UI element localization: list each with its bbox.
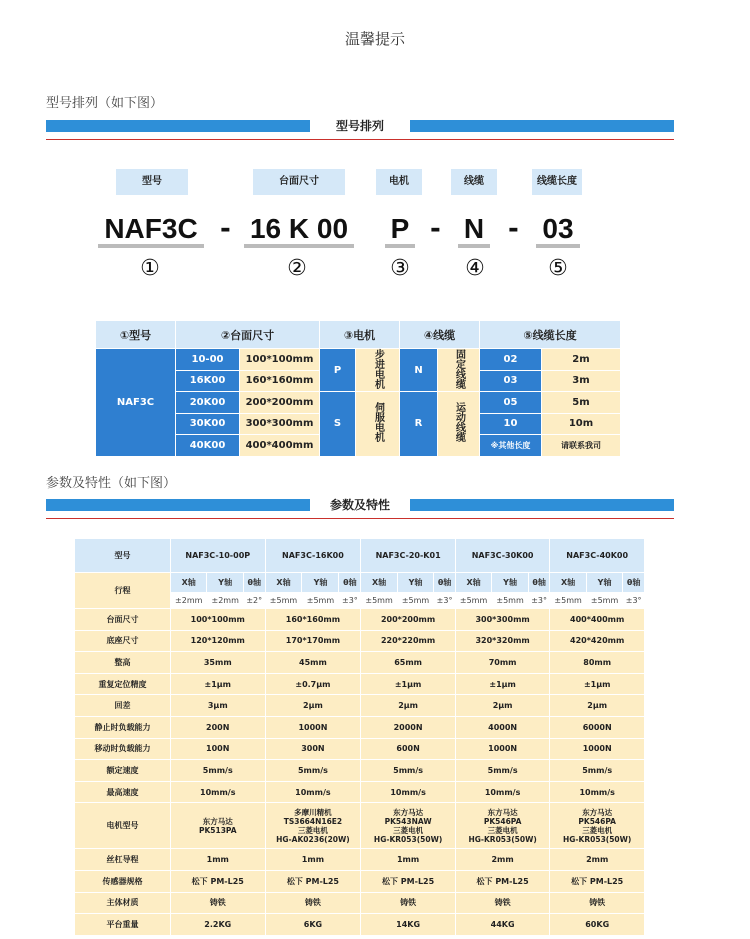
axis-theta: θ轴 [528, 573, 550, 593]
param-value: 65mm [361, 652, 456, 674]
stroke-value: ±3° [434, 593, 456, 609]
stroke-value: ±5mm [492, 593, 528, 609]
size-code: 20K00 [176, 392, 240, 414]
param-value: 松下 PM-L25 [361, 870, 456, 892]
param-value: 5mm/s [171, 760, 266, 782]
length-value: 5m [542, 392, 621, 414]
param-value: 松下 PM-L25 [265, 870, 361, 892]
header-cable: ④线缆 [400, 321, 480, 349]
stroke-value: ±5mm [397, 593, 433, 609]
param-value: 1mm [361, 849, 456, 871]
param-value: 120*120mm [171, 630, 266, 652]
length-code: 03 [480, 370, 542, 392]
row-label: 整高 [75, 652, 171, 674]
tag-model: 型号 [116, 169, 188, 195]
size-code: 10-00 [176, 349, 240, 371]
code-cable-length: 03 [530, 210, 586, 248]
motor-model-cell: 东方马达 PK513PA [171, 803, 266, 849]
param-value: 5mm/s [550, 760, 645, 782]
param-row [75, 630, 645, 652]
param-table [74, 538, 645, 936]
param-value: 70mm [455, 652, 550, 674]
param-row [75, 870, 645, 892]
param-row [75, 695, 645, 717]
divider [46, 518, 674, 519]
param-value: 300*300mm [455, 609, 550, 631]
axis-y: Y轴 [586, 573, 622, 593]
param-value: 1000N [265, 716, 361, 738]
divider [46, 139, 674, 140]
axis-theta: θ轴 [434, 573, 456, 593]
model-header: NAF3C-10-00P [171, 539, 266, 573]
param-value: 4000N [455, 716, 550, 738]
row-label: 行程 [75, 573, 171, 609]
circle-2: ② [287, 256, 307, 281]
circle-5: ⑤ [548, 256, 568, 281]
param-value: 35mm [171, 652, 266, 674]
header-model: ①型号 [96, 321, 176, 349]
param-value: 80mm [550, 652, 645, 674]
section1-banner [46, 120, 674, 132]
length-value: 3m [542, 370, 621, 392]
size-code: 16K00 [176, 370, 240, 392]
motor-desc: 步进电机 [356, 349, 400, 392]
size-value: 100*100mm [240, 349, 320, 371]
param-value: 10mm/s [171, 781, 266, 803]
axis-x: X轴 [550, 573, 586, 593]
cable-desc: 运动线缆 [438, 392, 480, 457]
row-label: 静止时负载能力 [75, 716, 171, 738]
param-row [75, 760, 645, 782]
param-value: 松下 PM-L25 [550, 870, 645, 892]
row-label: 平台重量 [75, 914, 171, 936]
motor-model-cell: 东方马达 PK543NAW 三菱电机 HG-KR053(50W) [361, 803, 456, 849]
param-value: 160*160mm [265, 609, 361, 631]
param-value: 5mm/s [455, 760, 550, 782]
size-value: 200*200mm [240, 392, 320, 414]
length-value: 请联系我司 [542, 435, 621, 457]
param-value: 320*320mm [455, 630, 550, 652]
param-value: 6000N [550, 716, 645, 738]
param-value: 400*400mm [550, 609, 645, 631]
code-dash: - [220, 214, 231, 244]
axis-x: X轴 [171, 573, 207, 593]
row-label: 移动时负载能力 [75, 738, 171, 760]
param-value: 45mm [265, 652, 361, 674]
param-row [75, 652, 645, 674]
param-value: 200*200mm [361, 609, 456, 631]
stroke-value: ±5mm [550, 593, 586, 609]
row-label: 台面尺寸 [75, 609, 171, 631]
param-value: 2μm [550, 695, 645, 717]
tag-cable-length: 线缆长度 [532, 169, 582, 195]
stroke-value: ±3° [339, 593, 361, 609]
row-label: 回差 [75, 695, 171, 717]
motor-desc: 伺服电机 [356, 392, 400, 457]
cable-desc: 固定线缆 [438, 349, 480, 392]
param-value: 44KG [455, 914, 550, 936]
model-header: NAF3C-30K00 [455, 539, 550, 573]
stroke-value: ±5mm [455, 593, 491, 609]
row-label: 额定速度 [75, 760, 171, 782]
length-value: 2m [542, 349, 621, 371]
header-length: ⑤线缆长度 [480, 321, 621, 349]
section1-banner-text: 型号排列 [335, 119, 384, 133]
param-value: 2000N [361, 716, 456, 738]
length-code: 05 [480, 392, 542, 414]
param-value: ±0.7μm [265, 673, 361, 695]
param-value: 10mm/s [265, 781, 361, 803]
param-value: 300N [265, 738, 361, 760]
param-value: ±1μm [361, 673, 456, 695]
row-label: 最高速度 [75, 781, 171, 803]
param-value: 松下 PM-L25 [171, 870, 266, 892]
row-label: 电机型号 [75, 803, 171, 849]
param-value: 铸铁 [550, 892, 645, 914]
section1-label: 型号排列（如下图） [46, 96, 164, 111]
code-cable: N [455, 210, 493, 248]
page-title: 温馨提示 [344, 30, 405, 48]
param-value: 铸铁 [265, 892, 361, 914]
tag-table-size: 台面尺寸 [253, 169, 345, 195]
length-code: ※其他长度 [480, 435, 542, 457]
stroke-value: ±5mm [265, 593, 302, 609]
param-value: ±1μm [550, 673, 645, 695]
tag-motor: 电机 [376, 169, 422, 195]
param-value: 60KG [550, 914, 645, 936]
row-label: 底座尺寸 [75, 630, 171, 652]
motor-code: S [320, 392, 356, 457]
param-value: 2μm [265, 695, 361, 717]
motor-model-cell: 东方马达 PK546PA 三菱电机 HG-KR053(50W) [550, 803, 645, 849]
stroke-value: ±2mm [207, 593, 243, 609]
param-value: 1mm [265, 849, 361, 871]
motor-code: P [320, 349, 356, 392]
axis-y: Y轴 [207, 573, 243, 593]
axis-y: Y轴 [397, 573, 433, 593]
param-value: 1000N [455, 738, 550, 760]
param-value: 2.2KG [171, 914, 266, 936]
param-value: 松下 PM-L25 [455, 870, 550, 892]
section2-banner [46, 499, 674, 511]
stroke-value: ±5mm [586, 593, 622, 609]
param-value: 100*100mm [171, 609, 266, 631]
size-code: 40K00 [176, 435, 240, 457]
stroke-value: ±3° [528, 593, 550, 609]
param-value: 420*420mm [550, 630, 645, 652]
model-header: NAF3C-40K00 [550, 539, 645, 573]
cable-code: N [400, 349, 438, 392]
code-table [95, 320, 621, 457]
param-value: 14KG [361, 914, 456, 936]
param-value: 5mm/s [361, 760, 456, 782]
model-header: NAF3C-20-K01 [361, 539, 456, 573]
param-value: 1000N [550, 738, 645, 760]
row-label: 丝杠导程 [75, 849, 171, 871]
param-row [75, 781, 645, 803]
param-value: 10mm/s [550, 781, 645, 803]
row-label: 重复定位精度 [75, 673, 171, 695]
motor-model-cell: 东方马达 PK546PA 三菱电机 HG-KR053(50W) [455, 803, 550, 849]
stroke-value: ±5mm [302, 593, 339, 609]
motor-model-cell: 多摩川精机 TS3664N16E2 三菱电机 HG-AK0236(20W) [265, 803, 361, 849]
code-motor: P [382, 210, 418, 248]
param-value: 5mm/s [265, 760, 361, 782]
param-value: 2μm [361, 695, 456, 717]
param-value: 铸铁 [171, 892, 266, 914]
param-value: 220*220mm [361, 630, 456, 652]
param-row [75, 609, 645, 631]
param-value: 6KG [265, 914, 361, 936]
size-code: 30K00 [176, 413, 240, 435]
stroke-value: ±2° [243, 593, 265, 609]
corner-cell: 型号 [75, 539, 171, 573]
size-value: 400*400mm [240, 435, 320, 457]
stroke-value: ±3° [623, 593, 645, 609]
model-header: NAF3C-16K00 [265, 539, 361, 573]
param-row [75, 716, 645, 738]
param-row [75, 914, 645, 936]
length-code: 10 [480, 413, 542, 435]
size-value: 160*160mm [240, 370, 320, 392]
param-row [75, 738, 645, 760]
param-value: 600N [361, 738, 456, 760]
stroke-value: ±5mm [361, 593, 397, 609]
param-value: 铸铁 [361, 892, 456, 914]
param-value: 3μm [171, 695, 266, 717]
param-value: 2mm [550, 849, 645, 871]
param-value: 200N [171, 716, 266, 738]
param-value: 1mm [171, 849, 266, 871]
param-row [75, 849, 645, 871]
header-motor: ③电机 [320, 321, 400, 349]
cable-code: R [400, 392, 438, 457]
row-label: 传感器规格 [75, 870, 171, 892]
axis-theta: θ轴 [339, 573, 361, 593]
param-value: 170*170mm [265, 630, 361, 652]
param-value: 10mm/s [455, 781, 550, 803]
circle-1: ① [140, 256, 160, 281]
length-code: 02 [480, 349, 542, 371]
param-value: 2mm [455, 849, 550, 871]
tag-cable: 线缆 [451, 169, 497, 195]
section2-label: 参数及特性（如下图） [46, 476, 177, 491]
param-value: 10mm/s [361, 781, 456, 803]
param-value: 100N [171, 738, 266, 760]
axis-y: Y轴 [492, 573, 528, 593]
param-row [75, 673, 645, 695]
circle-4: ④ [465, 256, 485, 281]
model-cell: NAF3C [96, 349, 176, 457]
axis-theta: θ轴 [623, 573, 645, 593]
param-value: 铸铁 [455, 892, 550, 914]
row-label: 主体材质 [75, 892, 171, 914]
axis-theta: θ轴 [243, 573, 265, 593]
param-row [75, 892, 645, 914]
circle-3: ③ [390, 256, 410, 281]
param-value: ±1μm [171, 673, 266, 695]
axis-y: Y轴 [302, 573, 339, 593]
param-value: ±1μm [455, 673, 550, 695]
axis-x: X轴 [361, 573, 397, 593]
length-value: 10m [542, 413, 621, 435]
size-value: 300*300mm [240, 413, 320, 435]
section2-banner-text: 参数及特性 [329, 498, 390, 512]
code-model: NAF3C [96, 210, 206, 248]
header-size: ②台面尺寸 [176, 321, 320, 349]
param-value: 2μm [455, 695, 550, 717]
axis-x: X轴 [455, 573, 491, 593]
stroke-value: ±2mm [171, 593, 207, 609]
code-dash: - [430, 214, 441, 244]
code-dash: - [508, 214, 519, 244]
axis-x: X轴 [265, 573, 302, 593]
code-table-size: 16 K 00 [240, 210, 358, 248]
